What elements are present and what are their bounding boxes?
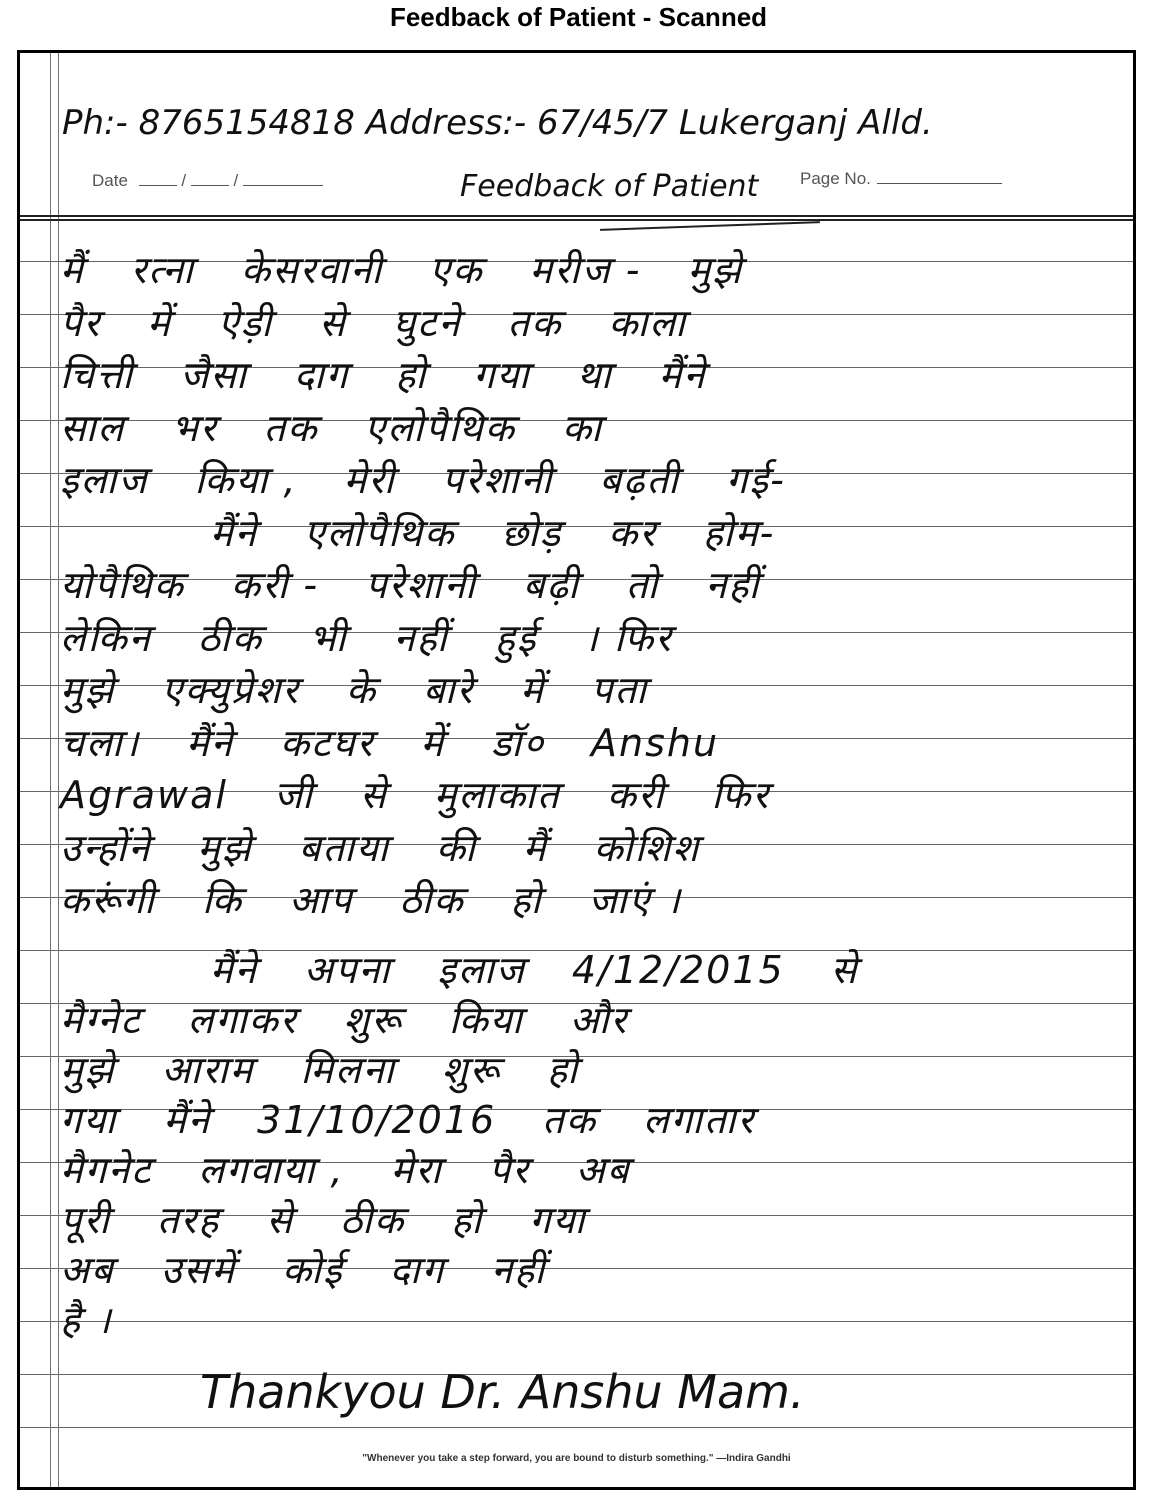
handwritten-word: चला। [60, 720, 141, 765]
date-blank [243, 171, 323, 186]
handwritten-word: तो [625, 563, 660, 607]
handwritten-word: एलोपैथिक [364, 405, 516, 450]
handwritten-line [60, 1093, 801, 1145]
handwritten-word: Agrawal [60, 773, 228, 817]
margin-line [50, 53, 51, 1487]
footer-quote: "Whenever you take a step forward, you are bound to disturb something." —Indira Gandhi [362, 1453, 791, 1464]
handwritten-word: कोशिश [593, 825, 701, 870]
date-label: Date [92, 171, 128, 190]
handwritten-word: मरीज - [529, 248, 642, 292]
handwritten-word: हो [451, 1198, 484, 1242]
handwritten-word: तक [263, 405, 319, 450]
handwritten-word: 4/12/2015 [571, 948, 785, 992]
handwritten-word: तक [507, 300, 563, 345]
handwritten-line [60, 453, 832, 505]
handwritten-word: मैंने [186, 720, 234, 765]
handwritten-word: मुझे [60, 668, 116, 712]
handwritten-word: किया [448, 998, 524, 1042]
date-blank [139, 171, 177, 186]
scanned-document [17, 50, 1136, 1490]
handwritten-word: मैं [60, 248, 85, 292]
handwritten-word: इलाज [437, 948, 526, 992]
handwritten-line [60, 993, 674, 1045]
handwritten-word: एक [429, 248, 484, 292]
date-blank [191, 171, 229, 186]
ruled-line [20, 1427, 1133, 1428]
handwritten-word: मिलना [300, 1048, 396, 1092]
handwritten-word: करी - [230, 563, 320, 607]
handwritten-word: । फिर [583, 615, 673, 660]
handwritten-word: मैं [522, 825, 548, 870]
handwritten-line [210, 506, 821, 558]
handwritten-word: मैंने [210, 510, 258, 555]
handwritten-word: छोड़ [501, 510, 563, 555]
handwritten-word: जी [273, 773, 314, 817]
handwritten-line [60, 821, 746, 873]
handwritten-word: और [569, 998, 629, 1042]
handwritten-word: में [520, 668, 545, 712]
handwritten-word: जैसा [180, 353, 248, 397]
handwritten-word: में [147, 300, 172, 345]
handwritten-word: पैर [60, 300, 102, 345]
handwritten-word: इलाज [60, 458, 149, 502]
handwritten-word: भी [309, 615, 348, 660]
closing-line: Thankyou Dr. Anshu Mam. [200, 1365, 805, 1419]
handwritten-word: मैंने [163, 1098, 212, 1142]
heading-underline [600, 221, 820, 231]
handwritten-word: के [345, 668, 378, 712]
header-rule [20, 219, 1133, 221]
handwritten-word: ठीक [197, 615, 263, 660]
handwritten-word: जाएं । [588, 878, 683, 922]
handwritten-line [60, 558, 806, 610]
handwritten-word: बताया [298, 825, 390, 870]
handwritten-word: कि [201, 878, 243, 922]
page-title: Feedback of Patient - Scanned [389, 2, 768, 32]
handwritten-word: था [576, 353, 613, 397]
header-rule [20, 215, 1133, 217]
handwritten-word: हुई [494, 615, 538, 660]
handwritten-word: नहीं [393, 615, 449, 660]
handwritten-word: करूंगी [60, 878, 156, 922]
handwritten-word: घुटने [392, 300, 462, 345]
handwritten-word: मैग्नेट [60, 998, 142, 1042]
handwritten-word: किया , [194, 458, 298, 502]
handwritten-word: Anshu [590, 720, 720, 765]
handwritten-word: शुरू [343, 998, 403, 1042]
handwritten-word: कोई [281, 1248, 344, 1292]
handwritten-word: से [266, 1198, 295, 1242]
handwritten-word: उन्होंने [60, 825, 152, 870]
handwritten-word: आराम [161, 1048, 255, 1092]
handwritten-word: लेकिन [60, 615, 152, 660]
handwritten-word: मुझे [197, 825, 253, 870]
handwritten-word: काला [608, 300, 687, 345]
handwritten-word: लगातार [643, 1098, 756, 1142]
date-field: Date / / [92, 171, 323, 191]
handwritten-word: लगाकर [187, 998, 298, 1042]
handwritten-word: मुझे [60, 1048, 116, 1092]
page-no-label: Page No. [800, 169, 871, 188]
handwritten-line [60, 716, 765, 768]
handwritten-word: पैर [488, 1148, 530, 1192]
handwritten-word: गया [473, 353, 531, 397]
handwritten-line [60, 768, 816, 820]
handwritten-word: उसमें [160, 1248, 236, 1292]
handwritten-word: पता [590, 668, 648, 712]
handwritten-word: साल [60, 405, 126, 450]
handwritten-line [60, 1193, 632, 1245]
handwritten-word: से [830, 948, 859, 992]
handwritten-word: बढ़ती [599, 458, 681, 502]
handwritten-word: पूरी [60, 1198, 111, 1242]
handwritten-word: रत्ना [130, 248, 195, 292]
handwritten-line [210, 943, 904, 995]
handwritten-line [60, 873, 728, 925]
handwritten-word: मैंने [210, 948, 258, 992]
handwritten-word: बारे [423, 668, 475, 712]
handwritten-word: होम- [702, 510, 776, 555]
handwritten-word: में [420, 720, 446, 765]
handwritten-word: है । [60, 1298, 113, 1342]
handwritten-word: मुलाकात [433, 773, 561, 817]
handwritten-word: मुझे [687, 248, 743, 292]
handwritten-line [60, 1143, 677, 1195]
handwritten-word: गई- [726, 458, 786, 502]
handwritten-word: तक [542, 1098, 597, 1142]
handwritten-word: लगवाया , [198, 1148, 345, 1192]
handwritten-word: अपना [303, 948, 392, 992]
handwritten-line [60, 1043, 625, 1095]
handwritten-word: एक्युप्रेशर [161, 668, 300, 712]
handwritten-word: दाग [389, 1248, 446, 1292]
handwritten-word: करी [606, 773, 666, 817]
handwritten-word: दाग [293, 353, 350, 397]
handwritten-word: एलोपैथिक [303, 510, 456, 555]
page-no-field [800, 169, 1002, 189]
handwritten-word: से [360, 773, 388, 817]
handwritten-word: ठीक [340, 1198, 406, 1242]
handwritten-line [60, 1293, 159, 1345]
handwritten-line [60, 1243, 592, 1295]
handwritten-word: कटघर [279, 720, 375, 765]
handwritten-word: केसरवानी [240, 248, 384, 292]
handwritten-word: मैगनेट [60, 1148, 153, 1192]
handwritten-word: की [435, 825, 477, 870]
handwritten-word: अब [575, 1148, 631, 1192]
handwritten-word: हो [395, 353, 428, 397]
handwritten-word: तरह [156, 1198, 221, 1242]
handwritten-word: ऐड़ी [217, 300, 274, 345]
contact-line: Ph:- 8765154818 Address:- 67/45/7 Lukerganj Alld. [62, 103, 933, 143]
handwritten-word: ठीक [399, 878, 465, 922]
handwritten-line [60, 611, 719, 663]
handwritten-word: चित्ती [60, 353, 135, 397]
handwritten-line [60, 348, 753, 400]
handwritten-line [60, 243, 789, 295]
handwritten-word: गया [529, 1198, 587, 1242]
handwritten-word: मेरी [343, 458, 396, 502]
handwritten-word: से [319, 300, 347, 345]
page-no-blank [877, 169, 1002, 184]
handwritten-word: नहीं [491, 1248, 547, 1292]
handwritten-word: मैंने [658, 353, 707, 397]
handwritten-word: फिर [711, 773, 770, 817]
handwritten-word: आप [288, 878, 354, 922]
handwritten-word: गया [60, 1098, 118, 1142]
handwritten-word: बढ़ी [522, 563, 580, 607]
handwritten-line [60, 401, 649, 453]
margin-line [58, 53, 59, 1487]
feedback-heading: Feedback of Patient [460, 169, 759, 204]
handwritten-line [60, 663, 694, 715]
handwritten-word: योपैथिक [60, 563, 185, 607]
handwritten-word: नहीं [705, 563, 761, 607]
handwritten-word: का [561, 405, 603, 450]
handwritten-word: अब [60, 1248, 115, 1292]
ruled-line [20, 1321, 1133, 1322]
handwritten-word: कर [608, 510, 657, 555]
handwritten-word: हो [510, 878, 543, 922]
handwritten-word: मेरा [390, 1148, 443, 1192]
handwritten-word: हो [547, 1048, 580, 1092]
handwritten-line [60, 296, 733, 348]
handwritten-word: भर [171, 405, 218, 450]
handwritten-word: 31/10/2016 [257, 1098, 497, 1142]
handwritten-word: डॉ० [491, 720, 545, 765]
handwritten-word: परेशानी [441, 458, 554, 502]
handwritten-word: शुरू [441, 1048, 502, 1092]
handwritten-word: परेशानी [365, 563, 477, 607]
